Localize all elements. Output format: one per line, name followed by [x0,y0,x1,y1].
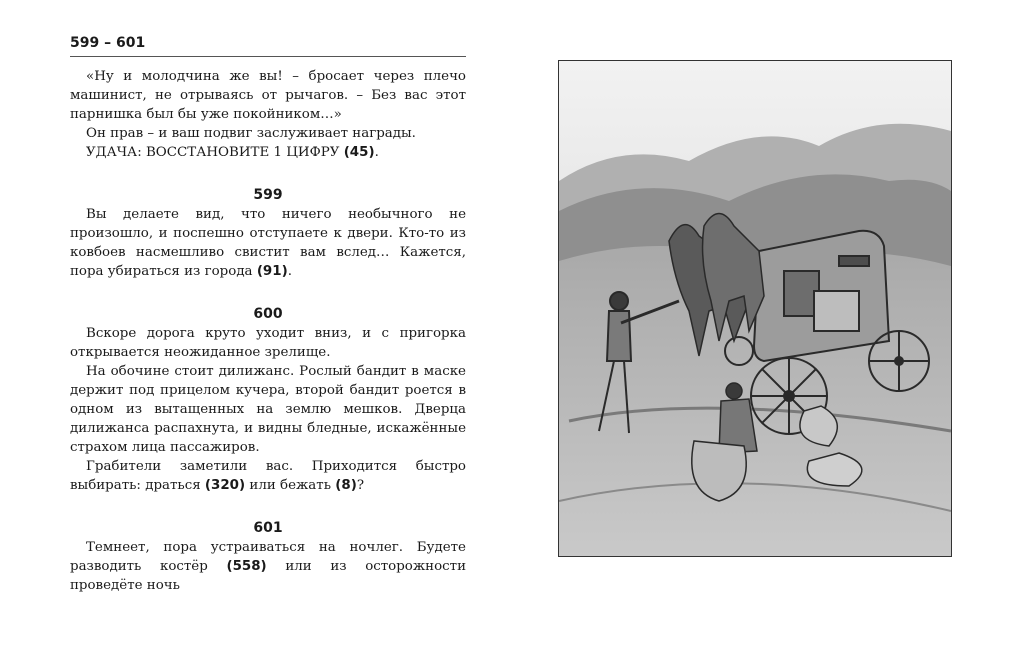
section-600-p2: На обочине стоит дилижанс. Рослый бандит в маске держит под прицелом кучера, второй бандит роется в одном из вытащенных на землю мешков. Дверца дилижанса распахнута, и видны бледные, искажённые страхом лица пассажиров. [70,364,466,455]
section-gap [70,495,466,518]
luck-text: УДАЧА: ВОССТАНОВИТЕ 1 ЦИФРУ [86,145,340,160]
section-gap [70,281,466,304]
section-number-601: 601 [253,520,283,536]
luck-ref[interactable]: (45) [343,145,375,160]
section-600-p3-end: ? [356,478,365,493]
section-600-p3 [70,457,466,495]
section-599-body: Вы делаете вид, что ничего необычного не произошло, и поспешно отступаете к двери. Кто-то из ковбоев насмешливо свистит вам вслед… Кажется, пора убираться из города [70,207,466,279]
section-600-p3-start: Грабители заметили вас. Приходится быстро выбирать: драться [70,459,466,493]
stagecoach-robbery-illustration [558,60,952,557]
section-601-end: или из осторожности проведёте ночь [70,559,467,593]
section-601-start: Темнеет, пора устраиваться на ночлег. Будете разводить костёр [70,540,466,574]
intro-quote: «Ну и молодчина же вы! – бросает через плечо машинист, не отрываясь от рычагов. – Без вас этот парнишка был бы уже покойником…» [70,69,466,122]
section-601-ref[interactable]: (558) [226,559,267,574]
section-601-text [70,538,466,595]
luck-line [70,143,466,162]
section-599-end: . [287,264,292,279]
luck-end: . [374,145,379,160]
section-gap [70,162,466,185]
section-number-599: 599 [253,187,283,203]
section-600-ref-fight[interactable]: (320) [204,478,246,493]
section-599-ref[interactable]: (91) [256,264,288,279]
intro-line: Он прав – и ваш подвиг заслуживает награды. [86,126,416,141]
section-599-text [70,205,466,281]
section-600-ref-flee[interactable]: (8) [335,478,357,493]
running-head: 599 – 601 [70,30,466,57]
left-page [70,30,466,595]
section-number-600: 600 [253,306,283,322]
illustration-drawing [559,61,951,556]
section-600-p1: Вскоре дорога круто уходит вниз, и с пригорка открывается неожиданное зрелище. [70,326,466,360]
section-600-p3-mid: или бежать [249,478,331,493]
